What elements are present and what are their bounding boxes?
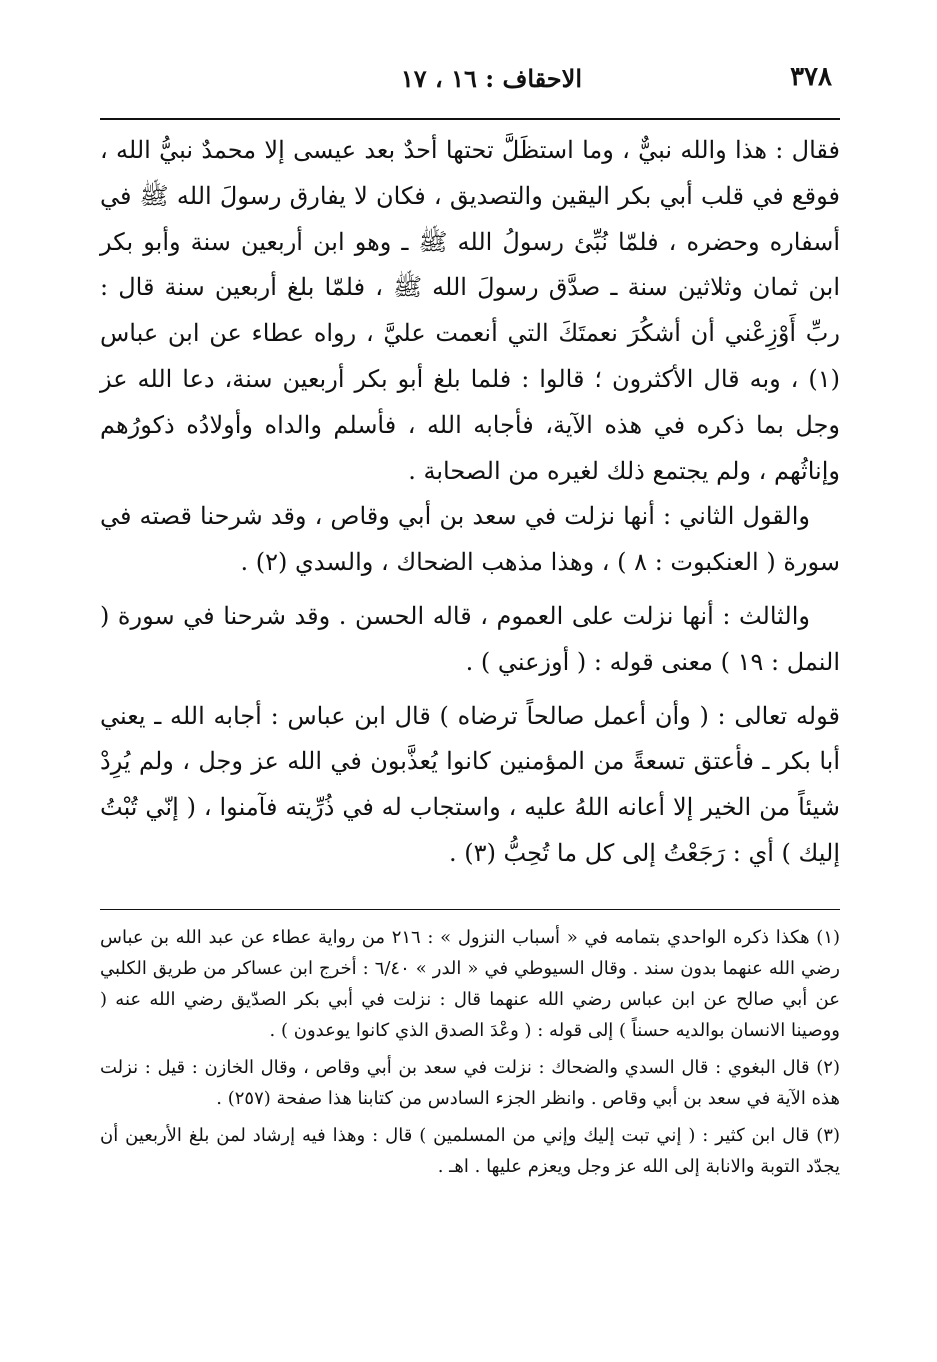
footnote-divider: [100, 909, 840, 910]
paragraph-1: فقال : هذا والله نبيٌّ ، وما استظَلَّ تحتها أحدٌ بعد عيسى إلا محمدٌ نبيُّ الله ، فوقع في قلب أبي بكر اليقين والتصديق ، فكان لا يفارق رسولَ الله ﷺ في أسفاره وحضره ، فلمّا نُبِّئ رسولُ الله ﷺ ـ وهو ابن أربعين سنة وأبو بكر ابن ثمان وثلاثين سنة ـ صدَّق رسولَ الله ﷺ ، فلمّا بلغ أربعين سنة قال : ربِّ أَوْزِعْني أن أشكُرَ نعمتَكَ التي أنعمت عليَّ ، رواه عطاء عن ابن عباس (١) ، وبه قال الأكثرون ؛ قالوا : فلما بلغ أبو بكر أربعين سنة، دعا الله عز وجل بما ذكره في هذه الآية، فأجابه الله ، فأسلم والداه وأولادُه ذكورُهم وإناثُهم ، ولم يجتمع ذلك لغيره من الصحابة .: [100, 136, 841, 485]
paragraph-3: والثالث : أنها نزلت على العموم ، قاله الحسن . وقد شرحنا في سورة ( النمل : ١٩ ) معنى قوله : ( أوزعني ) .: [100, 601, 840, 676]
footnotes: [100, 922, 840, 1188]
page-header: [112, 62, 832, 102]
footnote-2: (٢) قال البغوي : قال السدي والضحاك : نزلت في سعد بن أبي وقاص ، وقال الخازن : قيل : نزلت هذه الآية في سعد بن أبي وقاص . وانظر الجزء السادس من كتابنا هذا صفحة (٢٥٧) .: [100, 1057, 840, 1109]
main-text: [100, 128, 840, 877]
page-number: ٣٧٨: [790, 62, 832, 92]
footnote-3: (٣) قال ابن كثير : ( إني تبت إليك وإني من المسلمين ) قال : وهذا فيه إرشاد لمن بلغ الأربعين أن يجدّد التوبة والانابة إلى الله عز وجل ويعزم عليها . اهـ .: [100, 1125, 840, 1177]
paragraph-2: والقول الثاني : أنها نزلت في سعد بن أبي وقاص ، وقد شرحنا قصته في سورة ( العنكبوت : ٨ ) ، وهذا مذهب الضحاك ، والسدي (٢) .: [100, 502, 840, 577]
running-title: الاحقاف : ١٦ ، ١٧: [400, 64, 582, 93]
paragraph-4: قوله تعالى : ( وأن أعمل صالحاً ترضاه ) قال ابن عباس : أجابه الله ـ يعني أبا بكر ـ فأعتق تسعةً من المؤمنين كانوا يُعذَّبون في الله عز وجل ، ولم يُرِدْ شيئاً من الخير إلا أعانه اللهُ عليه ، واستجاب له في ذُرِّيته فآمنوا ، ( إنّي تُبْتُ إليك ) أي : رَجَعْتُ إلى كل ما تُحِبُّ (٣) .: [100, 701, 840, 867]
header-divider: [100, 118, 840, 120]
footnote-1: (١) هكذا ذكره الواحدي بتمامه في « أسباب النزول » : ٢١٦ من رواية عطاء عن عبد الله بن عباس رضي الله عنهما بدون سند . وقال السيوطي في « الدر » ٦/٤٠ : أخرج ابن عساكر من طريق الكلبي عن أبي صالح عن ابن عباس رضي الله عنهما قال : نزلت في أبي بكر الصدّيق رضي الله عنه ( ووصينا الانسان بوالديه حسناً ) إلى قوله : ( وعْدَ الصدق الذي كانوا يوعدون ) .: [100, 927, 841, 1041]
